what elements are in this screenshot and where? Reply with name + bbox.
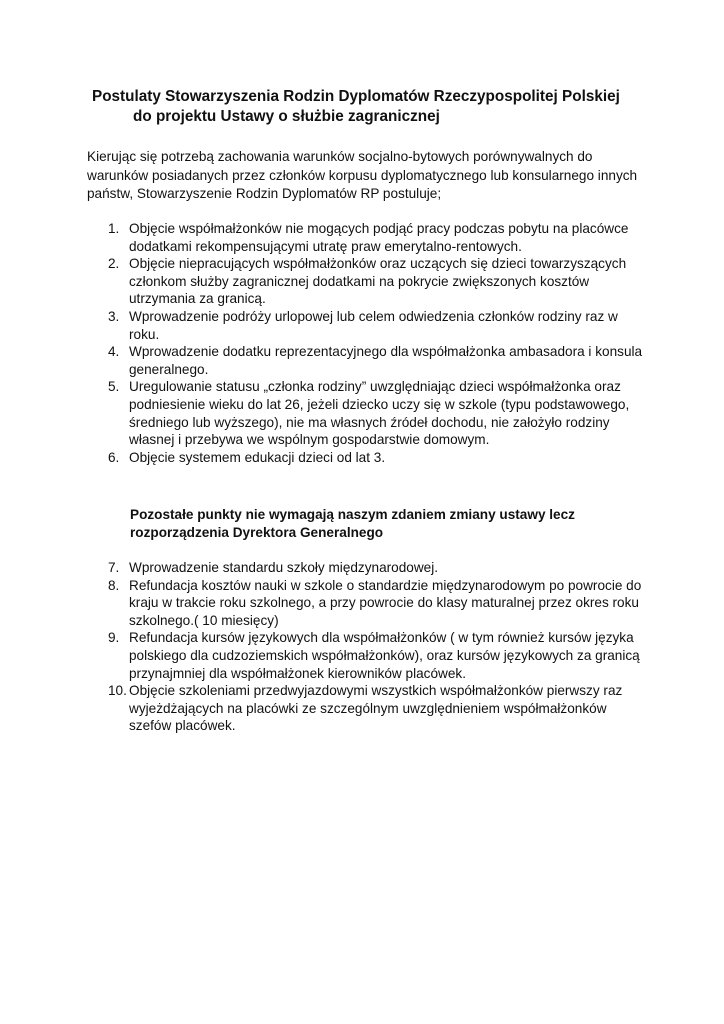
list-item — [108, 343, 668, 378]
list-item-text-line: utrzymania za granicą. — [129, 291, 266, 307]
list-item — [108, 308, 668, 343]
list-item-text-line: Wprowadzenie dodatku reprezentacyjnego dla współmałżonka ambasadora i konsula — [129, 344, 643, 360]
list-item-number: 9. — [108, 630, 120, 646]
document-title-line-1: Postulaty Stowarzyszenia Rodzin Dyplomatów Rzeczypospolitej Polskiej — [92, 88, 620, 105]
postulates-list-secondary — [108, 559, 668, 735]
list-item-text-line: Wprowadzenie standardu szkoły międzynarodowej. — [129, 560, 439, 575]
list-item-text-line: szefów placówek. — [129, 718, 236, 734]
list-item-text-line: Objęcie systemem edukacji dzieci od lat 3. — [129, 449, 386, 465]
list-item-number: 5. — [108, 379, 120, 395]
list-item — [108, 220, 668, 255]
list-item-number: 1. — [108, 221, 120, 236]
list-item-text-line: Refundacja kosztów nauki w szkole o standardzie międzynarodowym po powrocie do — [129, 577, 642, 593]
list-item — [108, 378, 668, 448]
intro-line: warunków posiadanych przez członków korpusu dyplomatycznego lub konsularnego innych — [87, 167, 638, 183]
list-item-text-line: członkom służby zagranicznej dodatkami na pokrycie zwiększonych kosztów — [129, 273, 590, 289]
section-note-line: Pozostałe punkty nie wymagają naszym zdaniem zmiany ustawy lecz — [130, 507, 575, 522]
intro-line: Kierując się potrzebą zachowania warunków socjalno-bytowych porównywalnych do — [87, 149, 593, 164]
list-item-text-line: generalnego. — [129, 361, 209, 377]
intro-line: państw, Stowarzyszenie Rodzin Dyplomatów RP postuluje; — [87, 186, 442, 201]
list-item-text-line: polskiego dla cudzoziemskich współmałżonków), oraz kursów językowych za granicą — [129, 647, 640, 663]
list-item-text-line: Uregulowanie statusu „członka rodziny” uwzględniając dzieci współmałżonka oraz — [129, 379, 621, 395]
list-item — [108, 577, 668, 630]
list-item-text-line: dodatkami rekompensującymi utratę praw emerytalno-rentowych. — [129, 238, 522, 254]
list-item-text-line: Wprowadzenie podróży urlopowej lub celem odwiedzenia członków rodziny raz w — [129, 308, 618, 324]
list-item-text-line: średniego lub wyższego), nie ma własnych źródeł dochodu, nie założyło rodziny — [129, 414, 610, 430]
list-item — [108, 449, 668, 467]
list-item — [108, 682, 668, 735]
list-item — [108, 255, 668, 308]
list-item-number: 7. — [108, 560, 120, 575]
postulates-list-main — [108, 220, 668, 466]
list-item-number: 4. — [108, 344, 120, 360]
list-item-text-line: podniesienie wieku do lat 26, jeżeli dziecko uczy się w szkole (typu podstawowego, — [129, 396, 630, 412]
list-item-number: 6. — [108, 449, 120, 465]
list-item-text-line: kraju w trakcie roku szkolnego, a przy powrocie do klasy maturalnej przez okres roku — [129, 595, 639, 611]
list-item-text-line: Refundacja kursów językowych dla współmałżonków ( w tym również kursów języka — [129, 630, 634, 646]
list-item-text-line: Objęcie niepracujących współmałżonków oraz uczących się dzieci towarzyszących — [129, 256, 627, 272]
list-item-text-line: roku. — [129, 326, 160, 342]
section-note-line: rozporządzenia Dyrektora Generalnego — [130, 525, 384, 540]
list-item-number: 8. — [108, 577, 120, 593]
list-item-text-line: wyjeżdżających na placówki ze szczególnym uwzględnieniem współmałżonków — [129, 700, 607, 716]
list-item-text-line: przynajmniej dla współmałżonek kierowników placówek. — [129, 665, 466, 681]
list-item-text-line: własnej i przebywa we wspólnym gospodarstwie domowym. — [129, 432, 490, 448]
list-item-text-line: Objęcie współmałżonków nie mogących podjąć pracy podczas pobytu na placówce — [129, 221, 629, 236]
list-item — [108, 559, 668, 577]
list-item-number: 3. — [108, 308, 120, 324]
list-item-text-line: szkolnego.( 10 miesięcy) — [129, 612, 279, 628]
document-title-line-2: do projektu Ustawy o służbie zagranicznej — [133, 108, 440, 125]
list-item-number: 10. — [108, 683, 127, 699]
intro-paragraph — [87, 148, 647, 204]
list-item — [108, 629, 668, 682]
list-item-text-line: Objęcie szkoleniami przedwyjazdowymi wszystkich współmałżonków pierwszy raz — [129, 683, 623, 699]
list-item-number: 2. — [108, 256, 120, 272]
section-note — [130, 506, 575, 542]
